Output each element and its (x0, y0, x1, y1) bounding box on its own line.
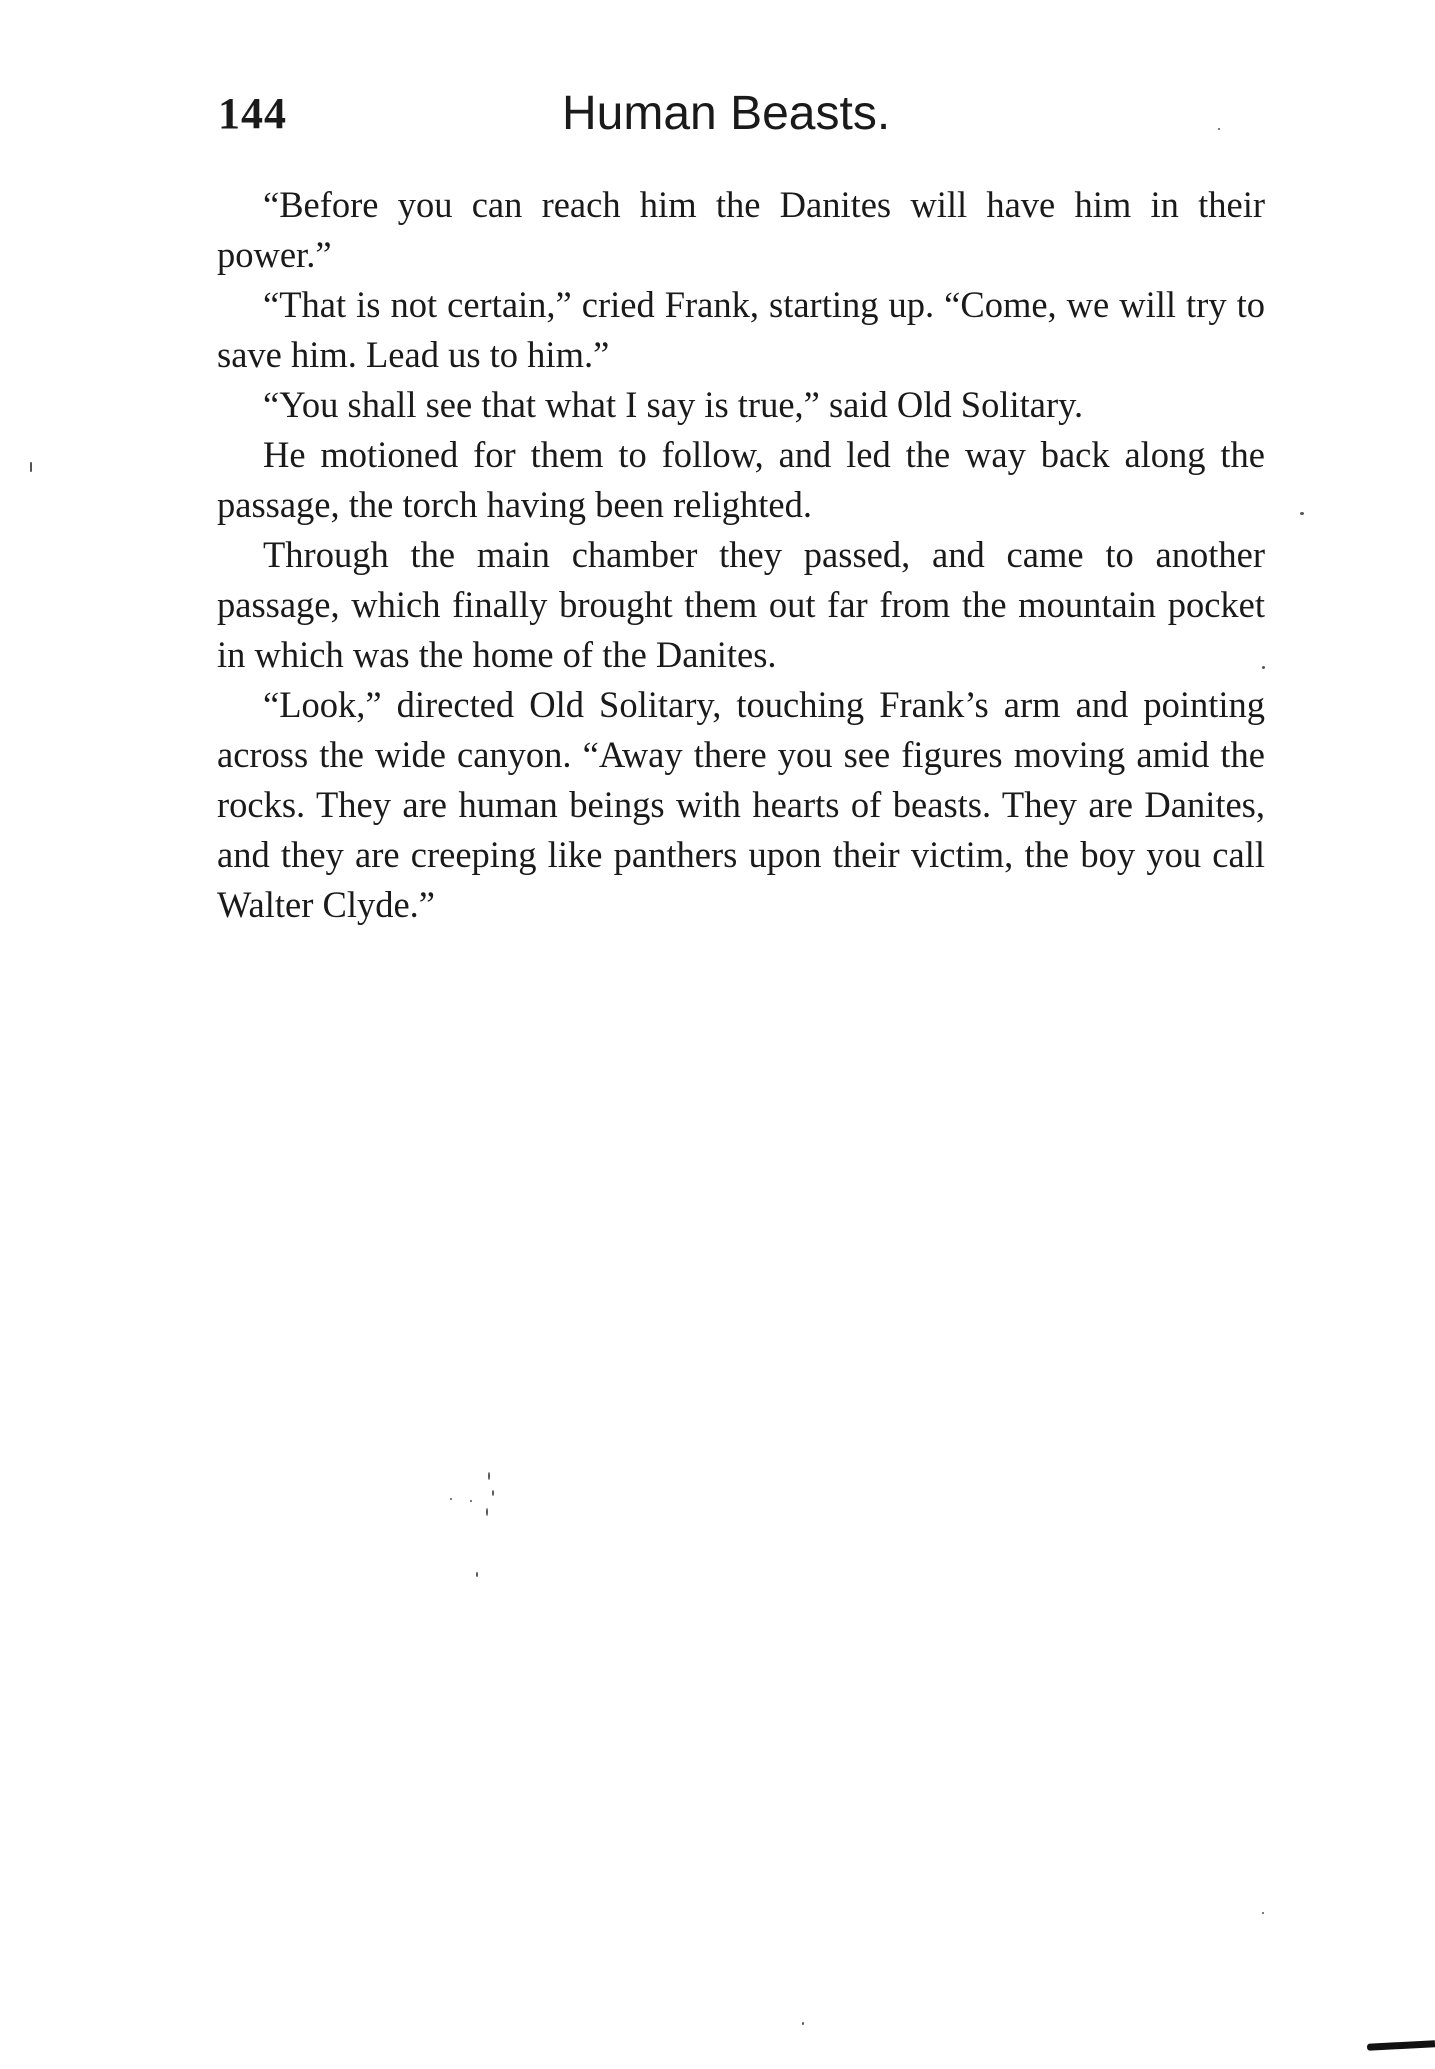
scan-speck (470, 1500, 472, 1502)
scan-speck (486, 1508, 488, 1516)
paragraph: “That is not certain,” cried Frank, starting up. “Come, we will try to save him. Lead us to him.” (217, 284, 1265, 375)
scan-speck (1262, 666, 1265, 669)
scan-speck (1262, 1912, 1264, 1914)
scan-speck (492, 1490, 494, 1496)
paragraph: “Look,” directed Old Solitary, touching Frank’s arm and pointing across the wide canyon. “Away there you see figures moving amid the rocks. They are human beings with hearts of beasts. They are Danites, and they are creeping like panthers upon their victim, the boy you call Walter Clyde.” (217, 684, 1265, 925)
page-number: 144 (218, 89, 287, 138)
scan-speck (488, 1472, 490, 1480)
paragraph: He motioned for them to follow, and led the way back along the passage, the torch having been relighted. (217, 434, 1265, 525)
paragraph: “Before you can reach him the Danites will have him in their power.” (217, 184, 1265, 275)
scan-speck (476, 1572, 478, 1577)
paragraph: “You shall see that what I say is true,” said Old Solitary. (263, 384, 1084, 425)
scan-edge-mark (1367, 2040, 1435, 2051)
scan-speck (450, 1498, 452, 1500)
scan-speck (1218, 128, 1220, 130)
scan-speck (30, 462, 32, 472)
scan-speck (802, 2022, 804, 2025)
paragraph: Through the main chamber they passed, and came to another passage, which finally brought them out far from the mountain pocket in which was the home of the Danites. (217, 534, 1265, 675)
scan-speck (1300, 512, 1304, 515)
body-text (217, 180, 1265, 930)
running-title: Human Beasts. (562, 87, 891, 140)
